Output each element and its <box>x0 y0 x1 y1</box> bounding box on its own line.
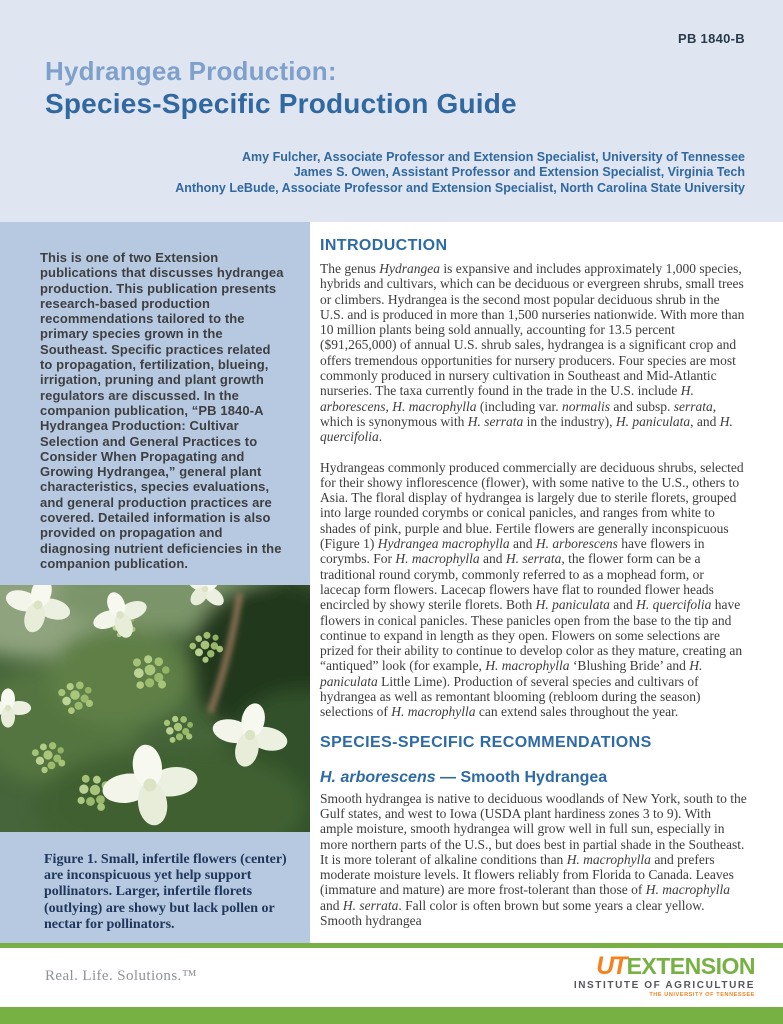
author-line: Anthony LeBude, Associate Professor and Extension Specialist, North Carolina State University <box>175 180 745 195</box>
arborescens-common-name: Smooth Hydrangea <box>460 768 608 786</box>
author-line: James S. Owen, Assistant Professor and Extension Specialist, Virginia Tech <box>293 165 745 180</box>
arborescens-heading <box>320 769 747 787</box>
figure1-caption-panel <box>0 832 310 943</box>
intro-heading: INTRODUCTION <box>320 237 448 254</box>
logo-institute-line: INSTITUTE OF AGRICULTURE <box>573 980 755 991</box>
page-title-line2: Species-Specific Production Guide <box>45 87 517 119</box>
sidebar-note-panel <box>0 222 310 585</box>
publication-number: PB 1840-B <box>677 31 745 46</box>
main-content <box>310 222 783 943</box>
arborescens-paragraph: Smooth hydrangea is native to deciduous woodlands of New York, south to the Gulf states, and west to Iowa (USDA plant hardiness zones 3 to 9). With ample moisture, smooth hydrangea will grow well in full sun, especially in more northern parts of the U.S., but does best in partial shade in the Southeast. It is more tolerant of alkaline conditions than H. macrophylla and prefers moderate moisture levels. It flowers reliably from Florida to Canada. Leaves (immature and mature) are more frost-tolerant than those of H. macrophylla and H. serrata. Fall color is often brown but some years a clear yellow. Smooth hydrangea <box>320 790 747 928</box>
page-title <box>45 56 517 120</box>
page-title-line1: Hydrangea Production: <box>45 56 337 86</box>
bottom-green-bar <box>0 1007 783 1024</box>
logo-university-line: THE UNIVERSITY OF TENNESSEE <box>649 992 755 998</box>
intro-paragraph-2: Hydrangeas commonly produced commercially are deciduous shrubs, selected for their showy inflorescence (flower), with some native to the U.S., others to Asia. The floral display of hydrangea is largely due to sterile florets, grouped into large rounded corymbs or conical panicles, and ranges from white to shades of pink, purple and blue. Fertile flowers are generally inconspicuous (Figure 1) Hydrangea macrophylla and H. arborescens have flowers in corymbs. For H. macrophylla and H. serrata, the flower form can be a traditional round corymb, commonly referred to as a mophead form, or lacecap form flowers. Lacecap flowers have flat to rounded flower heads encircled by showy sterile florets. Both H. paniculata and H. quercifolia have flowers in conical panicles. These panicles open from the base to the tip and continue to expand in length as they open. Flowers on some selections are prized for their ability to continue to develop color as they mature, creating an “antiqued” look (for example, H. macrophylla ‘Blushing Bride’ and H. paniculata Little Lime). Production of several species and cultivars of hydrangea as well as remontant blooming (rebloom during the season) selections of H. macrophylla can extend sales throughout the year. <box>320 459 744 720</box>
authors-block <box>175 150 745 196</box>
intro-paragraph-1: The genus Hydrangea is expansive and includes approximately 1,000 species, hybrids and cultivars, which can be deciduous or evergreen shrubs, small trees or climbers. Hydrangea is the second most popular deciduous shrub in the U.S. and is produced in more than 1,500 nurseries nationwide. With more than 10 million plants being sold annually, accounting for 13.5 percent ($91,265,000) of annual U.S. shrub sales, hydrangea is a significant crop and offers tremendous opportunities for nursery producers. Four species are most commonly produced in nursery cultivation in Southeast and Mid-Atlantic nurseries. The taxa currently found in the trade in the U.S. include H. arborescens, H. macrophylla (including var. normalis and subsp. serrata, which is synonymous with H. serrata in the industry), H. paniculata, and H. quercifolia. <box>320 261 745 445</box>
sidebar-note-text: This is one of two Extension publications that discusses hydrangea production. This publication presents research-based production recommendations tailored to the primary species grown in the Southeast. Specific practices related to propagation, fertilization, blueing, irrigation, pruning and plant growth regulators are discussed. In the companion publication, “PB 1840-A Hydrangea Production: Cultivar Selection and General Practices to Consider When Propagating and Growing Hydrangea,” general plant characteristics, species evaluations, and general production practices are covered. Detailed information is also provided on propagation and diagnosing nutrient deficiencies in the companion publication. <box>40 250 284 571</box>
footer <box>0 948 783 1007</box>
arborescens-species-name: H. arborescens <box>320 768 436 786</box>
page-header <box>0 0 783 222</box>
figure1-photo <box>0 585 310 832</box>
footer-tagline: Real. Life. Solutions.™ <box>45 968 197 984</box>
ut-extension-logo <box>574 954 755 999</box>
arborescens-heading-separator: — <box>435 768 461 786</box>
logo-ut-mark: UT <box>596 952 626 980</box>
figure1-caption: Figure 1. Small, infertile flowers (center) are inconspicuous yet help support pollinators. Larger, infertile florets (outlying) are showy but lack pollen or nectar for pollinators. <box>44 852 287 932</box>
logo-extension-wordmark: EXTENSION <box>626 953 755 979</box>
species-recommendations-heading: SPECIES-SPECIFIC RECOMMENDATIONS <box>320 733 652 751</box>
author-line: Amy Fulcher, Associate Professor and Extension Specialist, University of Tennessee <box>242 150 745 164</box>
